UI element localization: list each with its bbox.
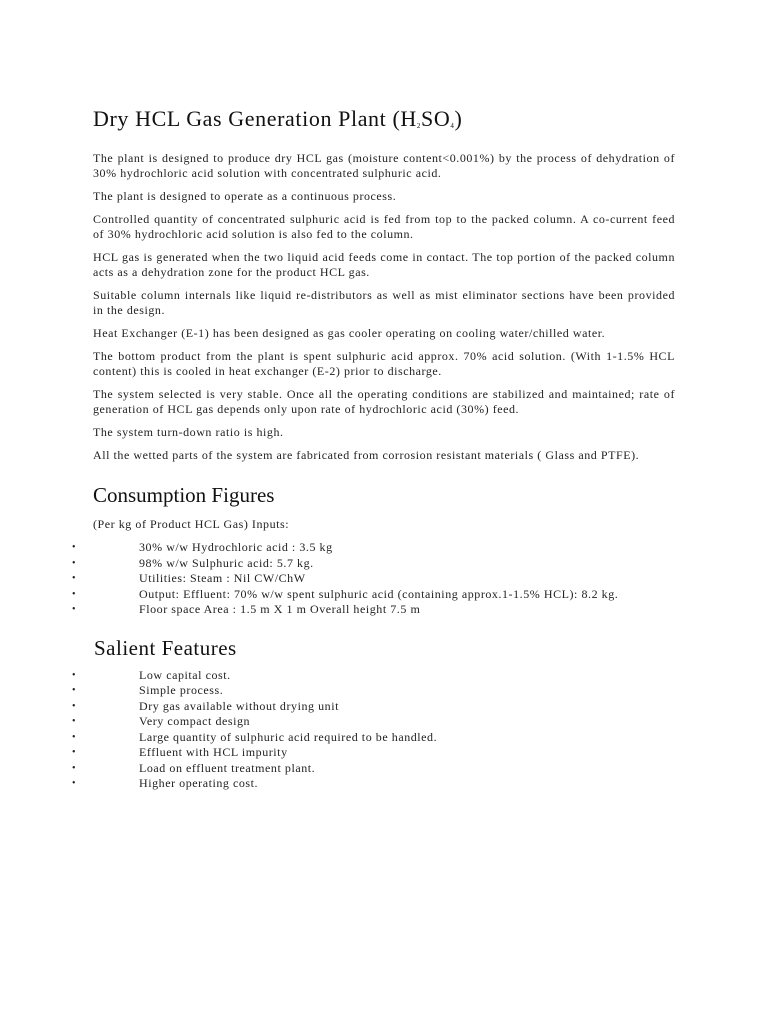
consumption-list — [72, 540, 675, 618]
list-item-text: Floor space Area : 1.5 m X 1 m Overall height 7.5 m — [139, 602, 421, 616]
list-item-text: 30% w/w Hydrochloric acid : 3.5 kg — [139, 540, 333, 554]
list-item-text: Load on effluent treatment plant. — [139, 760, 316, 775]
paragraph: The system turn-down ratio is high. — [93, 425, 284, 439]
page-title — [93, 104, 675, 141]
list-item — [72, 698, 675, 715]
list-item-text: Higher operating cost. — [139, 776, 259, 790]
list-item-text: Simple process. — [139, 683, 224, 697]
bullet-icon: • — [72, 778, 77, 789]
list-item — [72, 540, 675, 556]
list-item — [72, 571, 675, 587]
bullet-icon: • — [72, 700, 77, 712]
list-item-text: Large quantity of sulphuric acid required to be handled. — [139, 729, 438, 744]
list-item — [72, 714, 675, 730]
list-item-text: Utilities: Steam : Nil CW/ChW — [139, 571, 306, 585]
bullet-icon: • — [72, 604, 77, 615]
salient-features-list — [72, 667, 675, 792]
list-item — [72, 667, 675, 684]
list-item — [72, 586, 675, 603]
paragraph: The plant is designed to operate as a continuous process. — [93, 189, 397, 203]
list-item-text: Very compact design — [139, 714, 251, 728]
bullet-icon: • — [72, 685, 77, 696]
list-item-text: 98% w/w Sulphuric acid: 5.7 kg. — [139, 555, 314, 570]
title-text: Dry HCL Gas Generation Plant (H — [93, 106, 417, 131]
bullet-icon: • — [72, 731, 77, 743]
list-item-text: Effluent with HCL impurity — [139, 745, 288, 759]
list-item — [72, 683, 675, 699]
list-item — [72, 745, 675, 761]
title-subscript-2: 2 — [416, 122, 421, 130]
list-item — [72, 602, 675, 618]
document-page — [72, 104, 675, 792]
paragraph: HCL gas is generated when the two liquid acid feeds come in contact. The top portion of the packed column acts as a dehydration zone for the product HCL gas. — [93, 250, 675, 279]
list-item — [72, 776, 675, 792]
bullet-icon: • — [72, 669, 77, 681]
bullet-icon: • — [72, 573, 77, 584]
bullet-icon: • — [72, 557, 77, 569]
title-subscript-4: 4 — [450, 122, 455, 130]
paragraph: The plant is designed to produce dry HCL gas (moisture content<0.001%) by the process of dehydration of 30% hydrochloric acid solution with concentrated sulphuric acid. — [93, 151, 675, 180]
consumption-heading: Consumption Figures — [93, 483, 275, 507]
paragraph: The system selected is very stable. Once all the operating conditions are stabilized and maintained; rate of generation of HCL gas depends only upon rate of hydrochloric acid (30%) feed. — [93, 387, 675, 416]
list-item — [72, 555, 675, 572]
salient-features-heading: Salient Features — [94, 635, 237, 660]
list-item — [72, 729, 675, 746]
bullet-icon: • — [72, 542, 77, 553]
list-item-text: Output: Effluent: 70% w/w spent sulphuric acid (containing approx.1-1.5% HCL): 8.2 kg. — [139, 586, 619, 601]
bullet-icon: • — [72, 716, 77, 727]
paragraph: The bottom product from the plant is spent sulphuric acid approx. 70% acid solution. (With 1-1.5% HCL content) this is cooled in heat exchanger (E-2) prior to discharge. — [93, 349, 675, 378]
list-item-text: Dry gas available without drying unit — [139, 698, 339, 713]
list-item — [72, 760, 675, 777]
bullet-icon: • — [72, 747, 77, 758]
list-item-text: Low capital cost. — [139, 667, 231, 682]
bullet-icon: • — [72, 762, 77, 774]
paragraph: All the wetted parts of the system are fabricated from corrosion resistant materials ( Glass and PTFE). — [93, 448, 640, 462]
consumption-intro: (Per kg of Product HCL Gas) Inputs: — [93, 517, 290, 531]
title-text-so: SO — [421, 106, 451, 131]
paragraph: Heat Exchanger (E-1) has been designed as gas cooler operating on cooling water/chilled water. — [93, 326, 606, 340]
title-close-paren: ) — [454, 106, 463, 131]
paragraph: Controlled quantity of concentrated sulphuric acid is fed from top to the packed column. A co-current feed of 30% hydrochloric acid solution is also fed to the column. — [93, 212, 675, 241]
paragraph: Suitable column internals like liquid re-distributors as well as mist eliminator sections have been provided in the design. — [93, 288, 675, 317]
bullet-icon: • — [72, 588, 77, 600]
